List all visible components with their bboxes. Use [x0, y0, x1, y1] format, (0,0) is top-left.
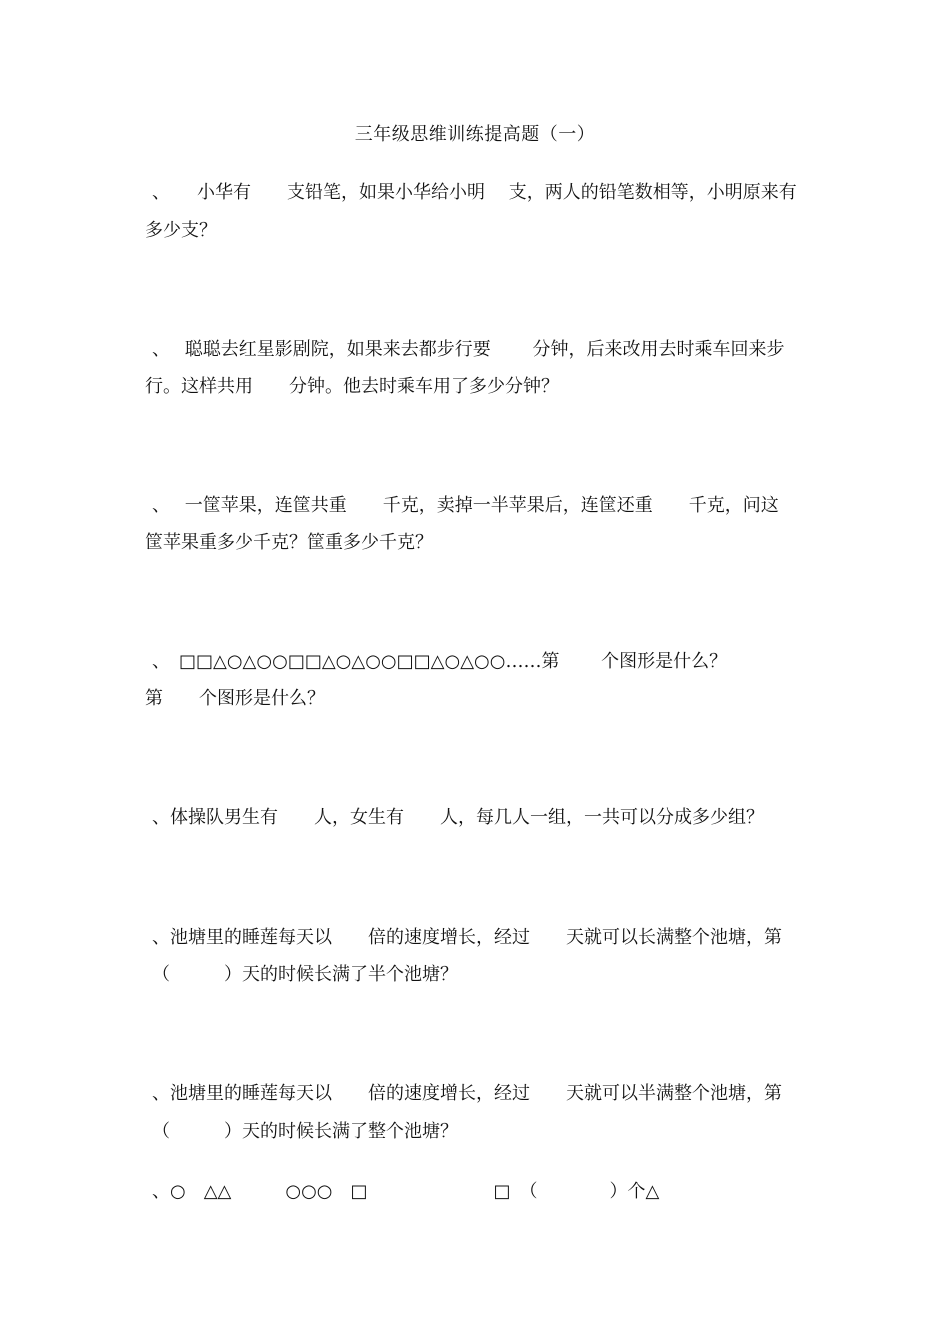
question-7-line-2: （ ）天的时候长满了整个池塘？: [152, 1121, 458, 1142]
page-title: 三年级思维训练提高题（一）: [354, 124, 596, 145]
question-5-line-1: 、体操队男生有 人，女生有 人，每几人一组，一共可以分成多少组？: [152, 807, 764, 828]
question-1-line-2: 多少支？: [145, 220, 217, 241]
question-6-line-2: （ ）天的时候长满了半个池塘？: [152, 964, 458, 985]
question-4-line-2: 第 个图形是什么？: [145, 688, 325, 709]
question-6-line-1: 、池塘里的睡莲每天以 倍的速度增长，经过 天就可以长满整个池塘，第: [152, 927, 782, 948]
question-1-line-1: 、 小华有 支铅笔，如果小华给小明 支，两人的铅笔数相等，小明原来有: [152, 182, 797, 203]
question-3-line-1: 、 一筐苹果，连筐共重 千克，卖掉一半苹果后，连筐还重 千克，问这: [152, 495, 779, 516]
question-2-line-2: 行。这样共用 分钟。他去时乘车用了多少分钟？: [145, 376, 559, 397]
question-2-line-1: 、 聪聪去红星影剧院，如果来去都步行要 分钟，后来改用去时乘车回来步: [152, 339, 785, 360]
question-7-line-1: 、池塘里的睡莲每天以 倍的速度增长，经过 天就可以半满整个池塘，第: [152, 1083, 782, 1104]
question-8-line-1: 、○ △△ ○○○ □ □ （ ）个△: [152, 1181, 660, 1202]
question-4-line-1: 、 □□△○△○○□□△○△○○□□△○△○○……第 个图形是什么？: [152, 651, 728, 672]
question-3-line-2: 筐苹果重多少千克？筐重多少千克？: [145, 532, 433, 553]
